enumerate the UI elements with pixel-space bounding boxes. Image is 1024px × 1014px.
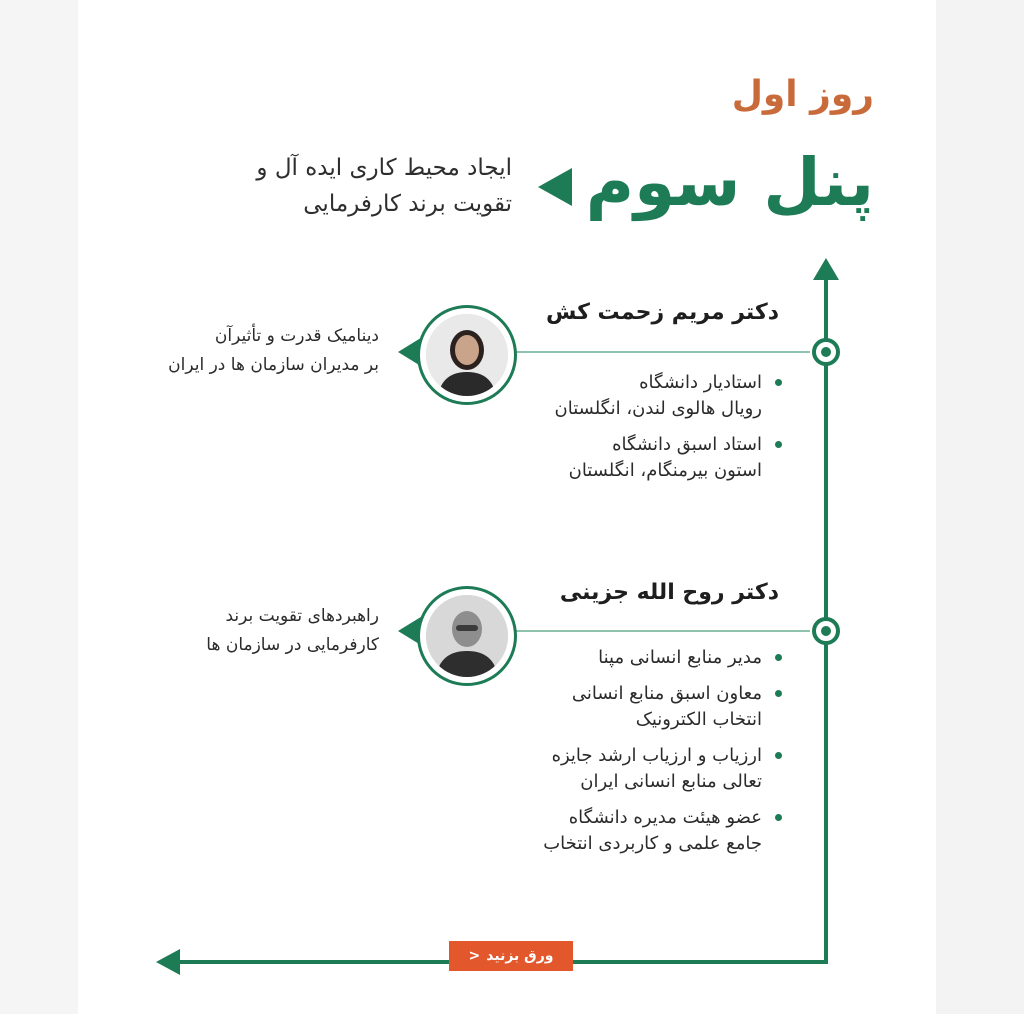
speaker-1-topic-line-1: دینامیک قدرت و تأثیرآن	[214, 326, 379, 346]
day-label: روز اول	[731, 74, 874, 115]
speaker-photo-icon	[420, 308, 514, 402]
arrow-left-icon	[156, 949, 180, 975]
speaker-2-name: دکتر روح الله جزینی	[559, 580, 779, 605]
chevron-left-icon: <	[468, 948, 481, 964]
speaker-1-name: دکتر مریم زحمت کش	[546, 300, 779, 325]
swipe-button[interactable]	[449, 941, 573, 971]
speaker-photo-icon	[420, 589, 514, 683]
subtitle-line-2: تقویت برند کارفرمایی	[303, 191, 512, 217]
speaker-1-topic	[168, 322, 379, 380]
speaker-1-bullets	[555, 370, 784, 494]
subtitle-line-1: ایجاد محیط کاری ایده آل و	[256, 155, 512, 181]
swipe-label: ورق بزنید	[486, 948, 554, 964]
speaker-2-topic-line-2: کارفرمایی در سازمان ها	[206, 635, 379, 655]
list-item: مدیر منابع انسانی مپنا	[543, 645, 784, 671]
list-item: معاون اسبق منابع انسانی انتخاب الکترونیک	[543, 681, 784, 733]
panel-title: پنل سوم	[585, 144, 874, 221]
list-item: استادیار دانشگاه رویال هالوی لندن، انگلستان	[555, 370, 784, 422]
node-dot	[821, 626, 831, 636]
speaker-2-topic-line-1: راهبردهای تقویت برند	[225, 606, 379, 626]
speaker-2-bullets	[543, 645, 784, 867]
play-left-icon	[538, 168, 572, 206]
list-item: عضو هیئت مدیره دانشگاه جامع علمی و کاربردی انتخاب	[543, 805, 784, 857]
speaker-1-topic-line-2: بر مدیران سازمان ها در ایران	[168, 355, 379, 375]
list-item: ارزیاب و ارزیاب ارشد جایزه تعالی منابع انسانی ایران	[543, 743, 784, 795]
node-dot	[821, 347, 831, 357]
list-item: استاد اسبق دانشگاه استون بیرمنگام، انگلستان	[555, 432, 784, 484]
speaker-2-topic	[206, 602, 379, 660]
arrow-up-icon	[813, 258, 839, 280]
